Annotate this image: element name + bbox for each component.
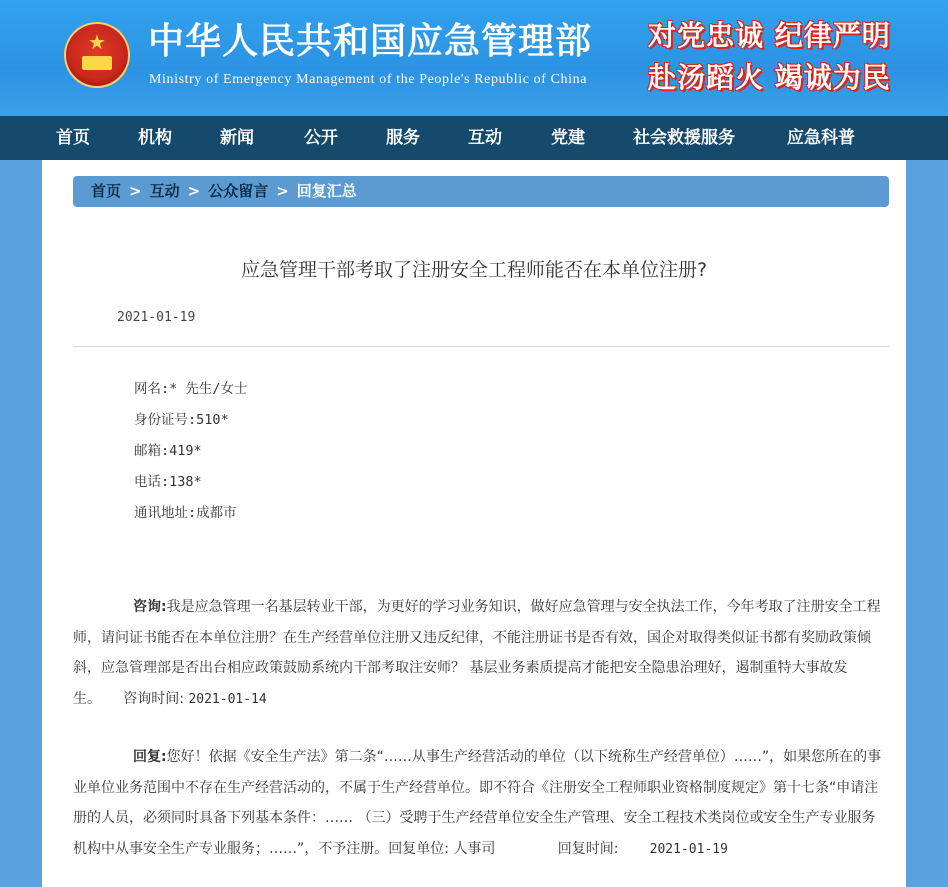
question-label: 咨询: [133, 599, 167, 615]
breadcrumb-separator: > [187, 182, 201, 200]
breadcrumb-interaction[interactable]: 互动 [149, 182, 180, 200]
nav-item-interaction[interactable]: 互动 [468, 128, 502, 148]
submitter-name: 网名:* 先生/女士 [134, 381, 248, 397]
breadcrumb-home[interactable]: 首页 [91, 182, 122, 200]
reply-unit-label: 回复单位: [388, 840, 449, 857]
nav-item-science[interactable]: 应急科普 [787, 128, 855, 148]
slogan-line-2: 赴汤蹈火 竭诚为民 [648, 61, 891, 94]
nav-item-rescue-service[interactable]: 社会救援服务 [633, 128, 735, 148]
submitter-phone: 电话:138* [134, 474, 202, 490]
breadcrumb-current[interactable]: 回复汇总 [296, 182, 357, 200]
divider [73, 346, 889, 347]
reply-label: 回复: [133, 749, 167, 765]
slogan-line-1: 对党忠诚 纪律严明 [648, 19, 891, 52]
submitter-info [134, 379, 248, 534]
nav-item-public[interactable]: 公开 [304, 128, 338, 148]
breadcrumb-public-messages[interactable]: 公众留言 [208, 182, 269, 200]
breadcrumb [73, 176, 889, 207]
nav-item-home[interactable]: 首页 [56, 128, 90, 148]
question-text: 我是应急管理一名基层转业干部，为更好的学习业务知识，做好应急管理与安全执法工作，今年考取了注册安全工程师，请问证书能否在本单位注册？在生产经营单位注册又违反纪律，不能注册证书是否有效，国企对取得类似证书都有奖励政策倾斜，应急管理部是否出台相应政策鼓励系统内干部考取注安师？ 基层业务素质提高才能把安全隐患治理好，遏制重特大事故发生。 [73, 599, 881, 707]
breadcrumb-separator: > [129, 182, 142, 200]
reply-time: 2021-01-19 [649, 841, 728, 857]
site-title[interactable]: 中华人民共和国应急管理部 [148, 21, 593, 62]
nav-item-party[interactable]: 党建 [551, 128, 585, 148]
reply-text: 您好！依据《安全生产法》第二条“……从事生产经营活动的单位（以下统称生产经营单位）……”，如果您所在的事业单位业务范围中不存在生产经营活动的，不属于生产经营单位。即不符合《注册安全工程师职业资格制度规定》第十七条“申请注册的人员，必须同时具备下列基本条件：…… （三）受聘于生产经营单位安全生产管理、安全工程技术类岗位或安全生产专业服务机构中从事安全生产专业服务；……”，不予注册。 [73, 749, 882, 857]
nav-item-news[interactable]: 新闻 [220, 128, 254, 148]
reply-paragraph [73, 742, 889, 865]
article-date: 2021-01-19 [117, 310, 196, 325]
site-subtitle: Ministry of Emergency Management of the People's Republic of China [149, 72, 588, 87]
breadcrumb-separator: > [276, 182, 289, 200]
submitter-id-number: 身份证号:510* [134, 412, 229, 428]
main-nav [0, 116, 948, 160]
question-paragraph [73, 592, 889, 715]
nav-item-organization[interactable]: 机构 [138, 128, 172, 148]
main-content [42, 160, 906, 887]
article-title: 应急管理干部考取了注册安全工程师能否在本单位注册? [240, 259, 708, 281]
submitter-address: 通讯地址:成都市 [134, 505, 237, 521]
national-emblem-icon: ★ [64, 22, 130, 88]
reply-unit: 人事司 [453, 840, 496, 857]
site-header [0, 0, 948, 116]
nav-item-service[interactable]: 服务 [386, 128, 420, 148]
submitter-postcode: 邮箱:419* [134, 443, 202, 459]
question-time-label: 咨询时间: [123, 690, 184, 707]
question-time: 2021-01-14 [188, 691, 267, 707]
reply-time-label: 回复时间: [557, 840, 619, 857]
